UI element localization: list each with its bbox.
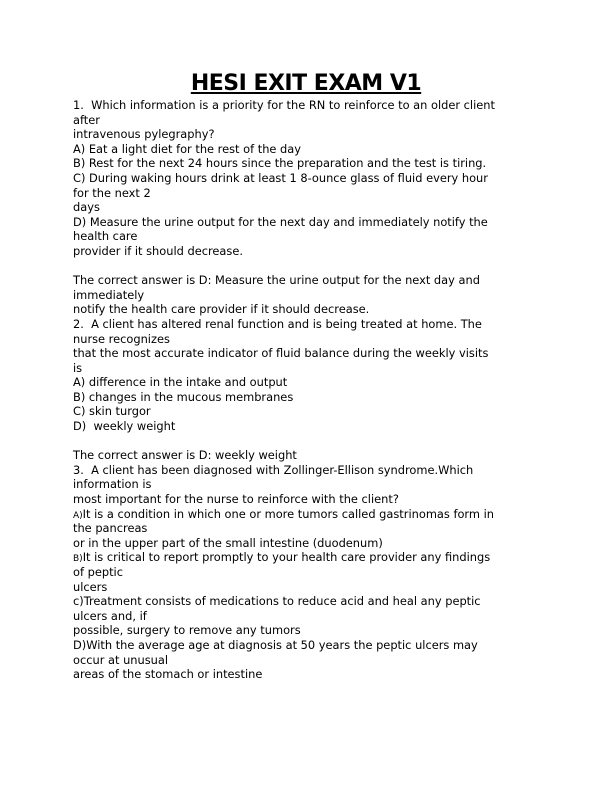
question-3-stem-line: 3. A client has been diagnosed with Zollinger-Ellison syndrome.Which [73,462,474,477]
question-2-stem-line: nurse recognizes [73,331,170,346]
question-1-answer: immediately [73,287,145,302]
question-3-stem-line: information is [73,477,152,492]
question-3-option-c: ulcers and, if [73,608,147,623]
question-2-option-d: D) weekly weight [73,419,176,434]
question-2-option-c: C) skin turgor [73,404,151,419]
question-2-answer: The correct answer is D: weekly weight [73,448,297,463]
question-3-option-b: of peptic [73,565,123,579]
question-3-option-c: possible, surgery to remove any tumors [73,623,301,638]
question-3 [73,463,543,682]
question-2-stem-line: is [73,360,83,375]
question-1-option-c: for the next 2 [73,185,151,200]
question-1-option-a: A) Eat a light diet for the rest of the day [73,141,302,156]
option-text: It is a condition in which one or more tumors called gastrinomas form in [82,506,495,521]
question-1-option-d: D) Measure the urine output for the next day and immediately notify the [73,214,488,229]
question-1-stem-line: 1. Which information is a priority for the RN to reinforce to an older client [73,98,495,112]
question-2-stem-line: that the most accurate indicator of fluid balance during the weekly visits [73,346,489,361]
question-3-option-a [73,507,543,522]
question-2-stem-line: 2. A client has altered renal function and is being treated at home. The [73,316,482,331]
question-1-stem-line: after [73,112,100,127]
question-1-option-d: provider if it should decrease. [73,243,243,258]
document-body [73,98,543,682]
question-3-option-b: ulcers [73,579,108,594]
question-3-option-c: c)Treatment consists of medications to reduce acid and heal any peptic [73,594,481,609]
question-3-option-d: areas of the stomach or intestine [73,667,263,682]
question-3-stem-line: most important for the nurse to reinforce with the client? [73,492,399,507]
document-title: HESI EXIT EXAM V1 [190,71,422,96]
option-text: It is critical to report promptly to your health care provider any findings [82,550,491,565]
question-1-option-c: days [73,200,100,215]
question-1-stem-line: intravenous pylegraphy? [73,127,215,142]
question-3-option-a: the pancreas [73,521,148,536]
question-2-option-b: B) changes in the mucous membranes [73,389,294,404]
option-marker: A) [73,510,83,521]
question-2 [73,317,543,463]
spacer [73,434,543,449]
spacer [73,259,543,274]
question-3-option-d: D)With the average age at diagnosis at 50 years the peptic ulcers may [73,637,478,652]
question-1-option-c: C) During waking hours drink at least 1 8-ounce glass of fluid every hour [73,170,488,185]
question-1-answer: notify the health care provider if it should decrease. [73,302,370,317]
question-1-option-d: health care [73,229,138,244]
question-3-option-a: or in the upper part of the small intestine (duodenum) [73,535,383,550]
question-3-option-b [73,550,543,565]
option-marker: B) [73,554,83,565]
question-2-option-a: A) difference in the intake and output [73,375,288,390]
question-1 [73,98,543,317]
question-3-option-d: occur at unusual [73,652,169,667]
question-1-answer: The correct answer is D: Measure the urine output for the next day and [73,273,480,288]
question-1-option-b: B) Rest for the next 24 hours since the preparation and the test is tiring. [73,156,487,171]
